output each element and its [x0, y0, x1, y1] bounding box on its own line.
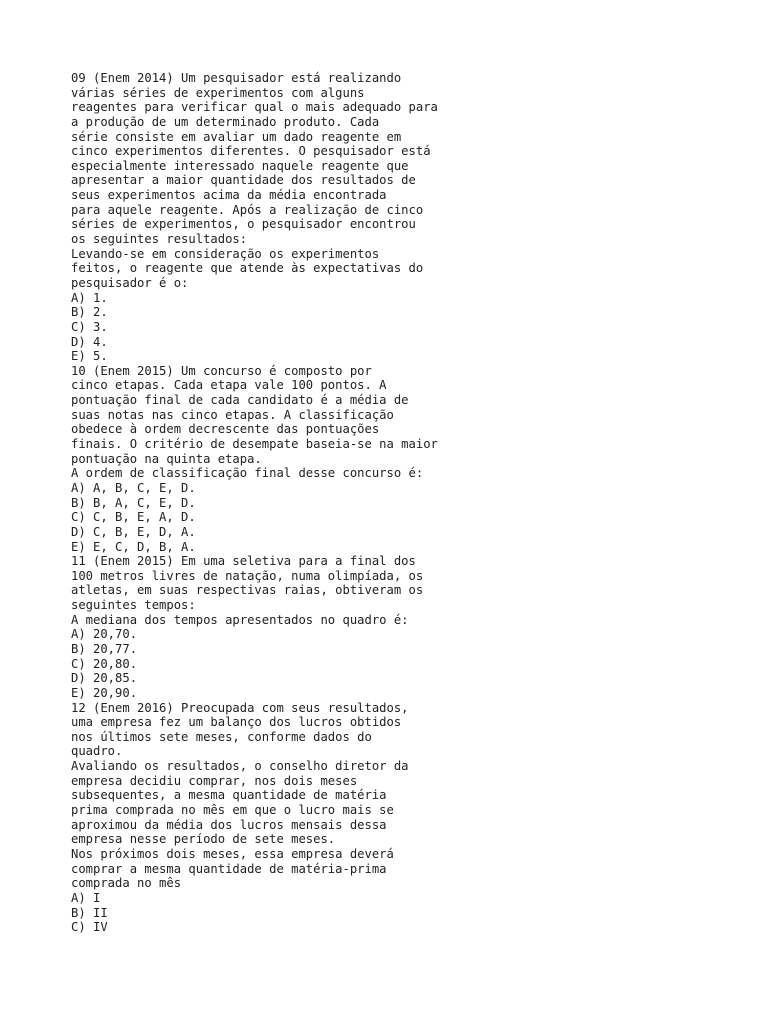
- text-line: A) 1.: [71, 290, 108, 305]
- text-line: 100 metros livres de natação, numa olimpíada, os: [71, 568, 424, 583]
- text-line: comprada no mês: [71, 876, 182, 891]
- text-line: cinco experimentos diferentes. O pesquisador está: [71, 144, 431, 159]
- text-line: especialmente interessado naquele reagente que: [71, 158, 409, 173]
- text-line: reagentes para verificar qual o mais adequado para: [71, 100, 438, 115]
- text-line: várias séries de experimentos com alguns: [71, 85, 365, 100]
- text-line: 10 (Enem 2015) Um concurso é composto por: [71, 363, 372, 378]
- text-line: quadro.: [71, 744, 123, 759]
- text-line: pontuação na quinta etapa.: [71, 451, 262, 466]
- text-line: feitos, o reagente que atende às expectativas do: [71, 261, 424, 276]
- text-line: os seguintes resultados:: [71, 232, 248, 247]
- text-line: C) 20,80.: [71, 656, 138, 671]
- text-line: aproximou da média dos lucros mensais dessa: [71, 817, 387, 832]
- text-line: Levando-se em consideração os experimentos: [71, 246, 380, 261]
- text-line: pontuação final de cada candidato é a média de: [71, 393, 409, 408]
- text-line: E) E, C, D, B, A.: [71, 539, 196, 554]
- text-line: nos últimos sete meses, conforme dados do: [71, 729, 372, 744]
- text-line: uma empresa fez um balanço dos lucros obtidos: [71, 715, 402, 730]
- text-line: E) 5.: [71, 349, 108, 364]
- text-line: A mediana dos tempos apresentados no quadro é:: [71, 612, 409, 627]
- text-line: Avaliando os resultados, o conselho diretor da: [71, 759, 409, 774]
- text-line: 09 (Enem 2014) Um pesquisador está realizando: [71, 71, 402, 85]
- text-line: seguintes tempos:: [71, 598, 196, 613]
- text-line: cinco etapas. Cada etapa vale 100 pontos. A: [71, 378, 387, 393]
- text-line: 11 (Enem 2015) Em uma seletiva para a final dos: [71, 554, 416, 569]
- text-line: 12 (Enem 2016) Preocupada com seus resultados,: [71, 700, 409, 715]
- text-line: suas notas nas cinco etapas. A classificação: [71, 407, 394, 422]
- text-line: B) 20,77.: [71, 641, 138, 656]
- text-line: empresa decidiu comprar, nos dois meses: [71, 773, 358, 788]
- text-line: para aquele reagente. Após a realização de cinco: [71, 202, 424, 217]
- text-line: C) IV: [71, 920, 108, 935]
- text-line: seus experimentos acima da média encontrada: [71, 188, 387, 203]
- text-line: prima comprada no mês em que o lucro mais se: [71, 803, 394, 818]
- text-line: A) A, B, C, E, D.: [71, 480, 196, 495]
- text-line: subsequentes, a mesma quantidade de matéria: [71, 788, 387, 803]
- text-line: comprar a mesma quantidade de matéria-prima: [71, 861, 387, 876]
- text-line: A ordem de classificação final desse concurso é:: [71, 466, 424, 481]
- text-line: Nos próximos dois meses, essa empresa deverá: [71, 846, 394, 861]
- text-line: A) I: [71, 890, 101, 905]
- text-line: D) 4.: [71, 334, 108, 349]
- text-line: B) 2.: [71, 305, 108, 320]
- text-line: finais. O critério de desempate baseia-se na maior: [71, 437, 438, 452]
- text-line: obedece à ordem decrescente das pontuações: [71, 422, 380, 437]
- text-line: B) B, A, C, E, D.: [71, 495, 196, 510]
- text-line: série consiste em avaliar um dado reagente em: [71, 129, 402, 144]
- text-line: séries de experimentos, o pesquisador encontrou: [71, 217, 416, 232]
- text-line: B) II: [71, 905, 108, 920]
- text-line: a produção de um determinado produto. Cada: [71, 114, 380, 129]
- text-line: atletas, em suas respectivas raias, obtiveram os: [71, 583, 424, 598]
- text-line: C) C, B, E, A, D.: [71, 510, 196, 525]
- text-line: D) C, B, E, D, A.: [71, 524, 196, 539]
- text-line: empresa nesse período de sete meses.: [71, 832, 336, 847]
- text-line: C) 3.: [71, 319, 108, 334]
- text-line: D) 20,85.: [71, 671, 138, 686]
- text-line: E) 20,90.: [71, 685, 138, 700]
- text-line: A) 20,70.: [71, 627, 138, 642]
- text-line: apresentar a maior quantidade dos resultados de: [71, 173, 416, 188]
- text-line: pesquisador é o:: [71, 275, 189, 290]
- document-page: [71, 71, 471, 935]
